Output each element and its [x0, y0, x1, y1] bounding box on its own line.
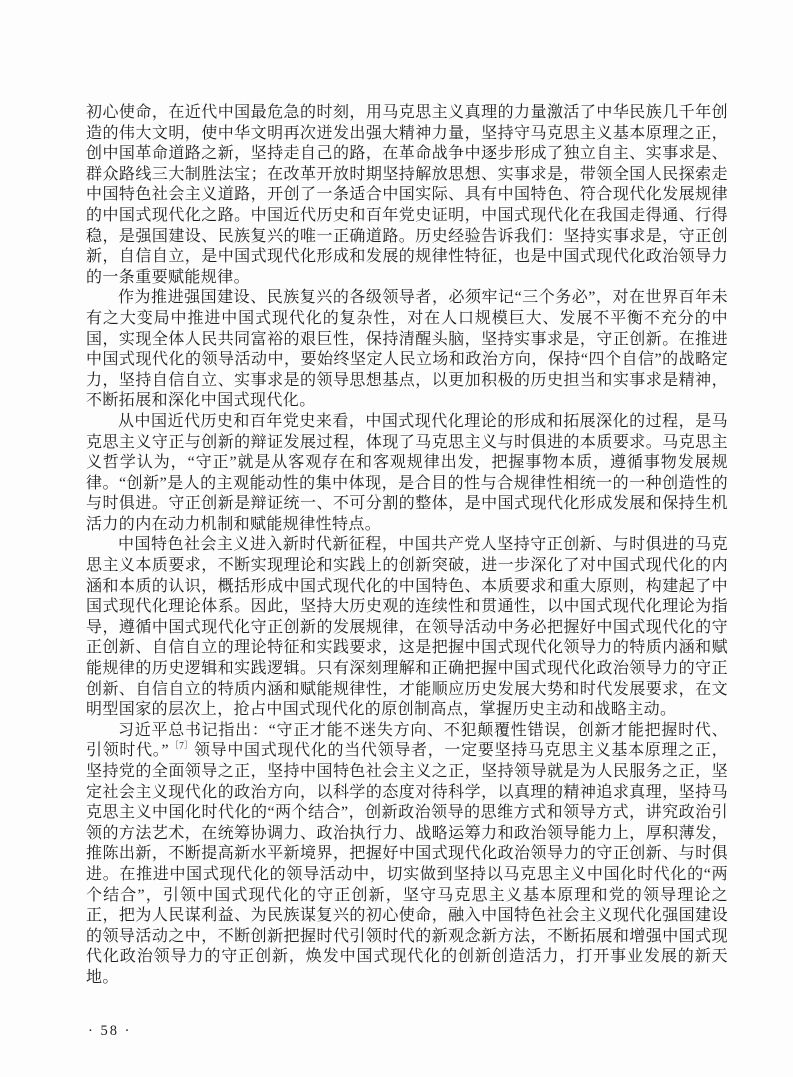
- paragraph-3: 从中国近代历史和百年党史来看，中国式现代化理论的形成和拓展深化的过程，是马克思主义守正与创新的辩证发展过程，体现了马克思主义与时俱进的本质要求。马克思主义哲学认为，“守正”就是从客观存在和客观规律出发，把握事物本质，遵循事物发展规律。“创新”是人的主观能动性的集中体现，是合目的性与合规律性相统一的一种创造性的与时俱进。守正创新是辩证统一、不可分割的整体，是中国式现代化形成发展和保持生机活力的内在动力机制和赋能规律性特点。: [86, 412, 728, 533]
- paragraph-2: 作为推进强国建设、民族复兴的各级领导者，必须牢记“三个务必”，对在世界百年未有之大变局中推进中国式现代化的复杂性，对在人口规模巨大、发展不平衡不充分的中国，实现全体人民共同富裕的艰巨性，保持清醒头脑，坚持实事求是，守正创新。在推进中国式现代化的领导活动中，要始终坚定人民立场和政治方向，保持“四个自信”的战略定力，坚持自信自立、实事求是的领导思想基点，以更加积极的历史担当和实事求是精神，不断拓展和深化中国式现代化。: [86, 289, 728, 410]
- paragraph-5: [86, 721, 728, 989]
- paragraph-4: 中国特色社会主义进入新时代新征程，中国共产党人坚持守正创新、与时俱进的马克思主义本质要求，不断实现理论和实践上的创新突破，进一步深化了对中国式现代化的内涵和本质的认识，概括形成中国式现代化的中国特色、本质要求和重大原则，构建起了中国式现代化理论体系。因此，坚持大历史观的连续性和贯通性，以中国式现代化理论为指导，遵循中国式现代化守正创新的发展规律，在领导活动中务必把握好中国式现代化的守正创新、自信自立的理论特征和实践要求，这是把握中国式现代化领导力的特质内涵和赋能规律的历史逻辑和实践逻辑。只有深刻理解和正确把握中国式现代化政治领导力的守正创新、自信自立的特质内涵和赋能规律性，才能顺应历史发展大势和时代发展要求，在文明型国家的层次上，抢占中国式现代化的原创制高点，掌握历史主动和战略主动。: [86, 536, 728, 719]
- paragraph-5-text-after-footnote: 领导中国式现代化的当代领导者，一定要坚持马克思主义基本原理之正，坚持党的全面领导之正，坚持中国特色社会主义之正，坚持领导就是为人民服务之正，坚定社会主义现代化的政治方向，以科学的态度对待科学，以真理的精神追求真理，坚持马克思主义中国化时代化的“两个结合”，创新政治领导的思维方式和领导方式，讲究政治引领的方法艺术，在统筹协调力、政治执行力、战略运筹力和政治领导能力上，厚积薄发，推陈出新，不断提高新水平新境界，把握好中国式现代化政治领导力的守正创新、与时俱进。在推进中国式现代化的领导活动中，切实做到坚持以马克思主义中国化时代化的“两个结合”，引领中国式现代化的守正创新，坚守马克思主义基本原理和党的领导理论之正，把为人民谋利益、为民族谋复兴的初心使命，融入中国特色社会主义现代化强国建设的领导活动之中，不断创新把握时代引领时代的新观念新方法，不断拓展和增强中国式现代化政治领导力的守正创新，焕发中国式现代化的创新创造活力，打开事业发展的新天地。: [86, 742, 728, 986]
- paragraph-1: 初心使命，在近代中国最危急的时刻，用马克思主义真理的力量激活了中华民族几千年创造的伟大文明，使中华文明再次迸发出强大精神力量，坚持守马克思主义基本原理之正，创中国革命道路之新，坚持走自己的路，在革命战争中逐步形成了独立自主、实事求是、群众路线三大制胜法宝；在改革开放时期坚持解放思想、实事求是，带领全国人民探索走中国特色社会主义道路，开创了一条适合中国实际、具有中国特色、符合现代化发展规律的中国式现代化之路。中国近代历史和百年党史证明，中国式现代化在我国走得通、行得稳，是强国建设、民族复兴的唯一正确道路。历史经验告诉我们：坚持实事求是，守正创新，自信自立，是中国式现代化形成和发展的规律性特征，也是中国式现代化政治领导力的一条重要赋能规律。: [86, 104, 728, 286]
- body-text: [86, 103, 728, 989]
- footnote-reference-7: 〔7〕: [169, 742, 194, 753]
- page-number: · 58 ·: [88, 1023, 132, 1039]
- paragraph-5-text-before-footnote: 习近平总书记指出：“守正才能不迷失方向、不犯颠覆性错误，创新才能把握时代、引领时代。”: [86, 721, 728, 760]
